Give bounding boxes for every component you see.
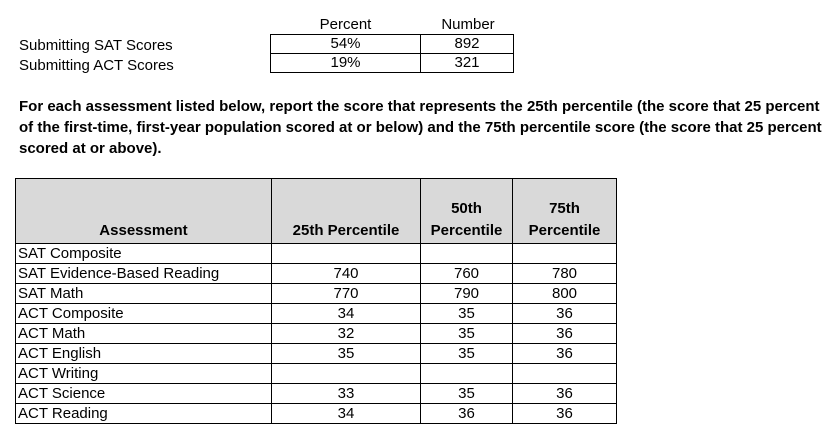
table-row [16,364,617,384]
submission-header-number: Number [441,16,495,33]
row-assessment: SAT Composite [16,244,272,264]
row-assessment: SAT Evidence-Based Reading [16,264,272,284]
header-75th-percentile [513,179,617,244]
row-p25: 740 [272,264,421,284]
row-p75: 36 [513,384,617,404]
submission-label-sat: Submitting SAT Scores [19,37,173,54]
scores-header-row [16,179,617,244]
table-row [16,264,617,284]
submission-label-act: Submitting ACT Scores [19,57,174,74]
row-assessment: SAT Math [16,284,272,304]
submission-act-number: 321 [421,54,514,73]
row-assessment: ACT Science [16,384,272,404]
row-p50: 35 [421,324,513,344]
row-p50: 35 [421,304,513,324]
table-row [16,284,617,304]
row-p25: 35 [272,344,421,364]
row-p25: 34 [272,404,421,424]
row-p75: 36 [513,304,617,324]
row-p25: 33 [272,384,421,404]
row-p50 [421,364,513,384]
row-p75: 800 [513,284,617,304]
row-assessment: ACT Writing [16,364,272,384]
submission-table [270,34,514,73]
table-row [16,384,617,404]
table-row [16,344,617,364]
submission-sat-percent: 54% [271,35,421,54]
row-assessment: ACT Composite [16,304,272,324]
row-p75 [513,364,617,384]
header-assessment: Assessment [16,179,272,244]
row-p25: 32 [272,324,421,344]
header-75th-line1: 75th [549,200,580,217]
row-p25 [272,364,421,384]
submission-act-percent: 19% [271,54,421,73]
table-row [16,404,617,424]
table-row [16,244,617,264]
row-assessment: ACT Math [16,324,272,344]
row-p50: 35 [421,344,513,364]
row-p75: 780 [513,264,617,284]
row-p75: 36 [513,324,617,344]
header-50th-percentile [421,179,513,244]
row-p50: 790 [421,284,513,304]
header-50th-line2: Percentile [430,222,503,239]
table-row [16,324,617,344]
row-p75: 36 [513,404,617,424]
instruction-text: For each assessment listed below, report the score that represents the 25th percentile (the score that 25 percent of the first-time, first-year population scored at or below) and the 75th percentile score (the score that 25 percent scored at or above). [19,98,822,157]
row-p25: 770 [272,284,421,304]
scores-table [15,178,617,424]
row-assessment: ACT English [16,344,272,364]
row-p25 [272,244,421,264]
header-25th-percentile: 25th Percentile [272,179,421,244]
submission-row-sat [271,35,514,54]
row-assessment: ACT Reading [16,404,272,424]
row-p50 [421,244,513,264]
row-p50: 35 [421,384,513,404]
submission-row-act [271,54,514,73]
header-50th-line1: 50th [451,200,482,217]
submission-header-percent: Percent [319,16,372,33]
row-p75: 36 [513,344,617,364]
row-p50: 36 [421,404,513,424]
row-p25: 34 [272,304,421,324]
submission-sat-number: 892 [421,35,514,54]
table-row [16,304,617,324]
header-75th-line2: Percentile [528,222,601,239]
row-p75 [513,244,617,264]
row-p50: 760 [421,264,513,284]
